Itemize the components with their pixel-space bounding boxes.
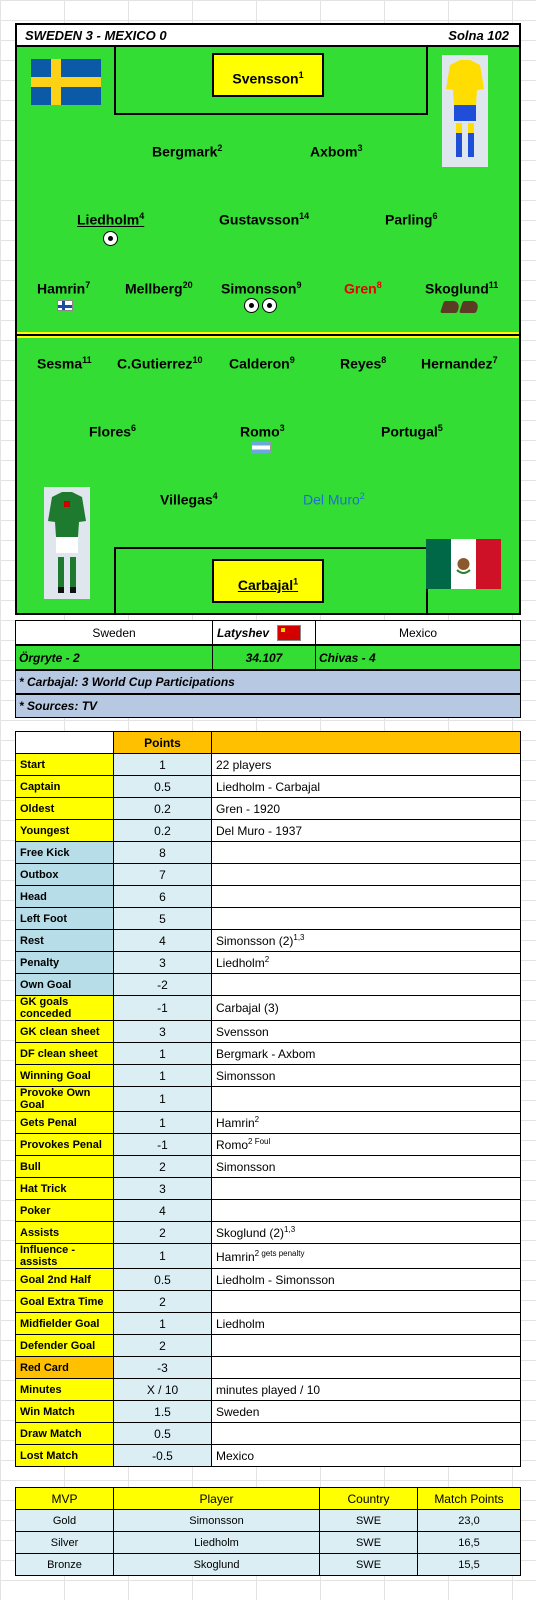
points-value: 2 [114, 1222, 212, 1244]
mvp-country: SWE [320, 1532, 418, 1554]
argentina-flag-icon [251, 441, 271, 454]
points-label: Free Kick [16, 842, 114, 864]
detail-text: Carbajal (3) [216, 1001, 279, 1015]
mvp-row [16, 1532, 521, 1554]
points-row [16, 1112, 521, 1134]
points-row [16, 1357, 521, 1379]
mexico-kit-icon [44, 487, 90, 599]
points-row [16, 1200, 521, 1222]
points-detail [212, 864, 521, 886]
header-blank [212, 732, 521, 754]
points-row [16, 1043, 521, 1065]
mexico-forward [117, 355, 202, 372]
player-name: Flores [89, 423, 132, 440]
mexico-forward [340, 355, 386, 372]
points-value: -3 [114, 1357, 212, 1379]
mvp-row [16, 1510, 521, 1532]
player-name: Portugal [381, 423, 438, 440]
detail-text: Hamrin [216, 1116, 255, 1130]
detail-text: Hamrin [216, 1249, 255, 1264]
sweden-forward-oldest [344, 280, 382, 297]
mexico-defender-youngest [303, 491, 365, 508]
player-name: Romo [240, 423, 280, 440]
player-name: Hamrin [37, 280, 86, 297]
points-value: 7 [114, 864, 212, 886]
points-value: 8 [114, 842, 212, 864]
points-label: Youngest [16, 820, 114, 842]
player-number: 11 [82, 355, 92, 365]
points-detail [212, 776, 521, 798]
points-value: 2 [114, 1156, 212, 1178]
points-row [16, 1445, 521, 1467]
points-value: 4 [114, 930, 212, 952]
points-detail [212, 996, 521, 1021]
mexico-flag-icon [426, 539, 501, 589]
teams-row [15, 620, 521, 645]
mexico-forward [421, 355, 498, 372]
points-detail [212, 1379, 521, 1401]
mvp-body [16, 1510, 521, 1576]
points-value: 3 [114, 1021, 212, 1043]
mvp-medal: Bronze [16, 1554, 114, 1576]
points-label: DF clean sheet [16, 1043, 114, 1065]
points-label: Gets Penal [16, 1112, 114, 1134]
match-header [17, 25, 519, 47]
mvp-medal: Gold [16, 1510, 114, 1532]
points-row [16, 1423, 521, 1445]
player-number: 1 [298, 70, 304, 80]
note-text: * Carbajal: 3 World Cup Participations [19, 675, 235, 689]
ball-icon [262, 298, 277, 313]
points-detail [212, 1156, 521, 1178]
points-label: Left Foot [16, 908, 114, 930]
player-name: Skoglund [425, 280, 489, 297]
mexico-midfielder [240, 423, 285, 440]
points-label: Oldest [16, 798, 114, 820]
points-detail [212, 1357, 521, 1379]
lineup-pitch [15, 23, 521, 615]
points-row [16, 864, 521, 886]
player-name: Bergmark [152, 143, 218, 160]
points-detail [212, 930, 521, 952]
sweden-defender [152, 143, 222, 160]
points-detail [212, 1134, 521, 1156]
detail-text: Liedholm - Simonsson [216, 1272, 335, 1287]
player-number: 3 [357, 143, 363, 153]
player-number: 4 [139, 211, 145, 221]
boot-icon [440, 301, 461, 313]
mvp-player: Skoglund [114, 1554, 320, 1576]
player-number: 10 [192, 355, 203, 365]
halfway-line [17, 332, 519, 338]
player-name: Sesma [37, 355, 83, 372]
points-detail [212, 1269, 521, 1291]
points-value: 3 [114, 952, 212, 974]
mvp-player: Liedholm [114, 1532, 320, 1554]
player-number: 6 [131, 423, 137, 433]
points-label: Winning Goal [16, 1065, 114, 1087]
points-row [16, 974, 521, 996]
sources-row [15, 694, 521, 718]
clubs-row [15, 645, 521, 670]
player-col-header: Player [114, 1488, 320, 1510]
penalty-won-icons [57, 298, 73, 312]
sweden-defender [310, 143, 362, 160]
mvp-medal: Silver [16, 1532, 114, 1554]
points-value: 1 [114, 1087, 212, 1112]
header-blank [16, 732, 114, 754]
attendance [213, 646, 316, 669]
points-detail [212, 1313, 521, 1335]
player-name: Hernandez [421, 355, 493, 372]
points-header-row [16, 732, 521, 754]
ball-icon [244, 298, 259, 313]
points-value: 2 [114, 1335, 212, 1357]
player-number: 5 [437, 423, 443, 433]
points-value: 1 [114, 1313, 212, 1335]
detail-text: Gren - 1920 [216, 801, 281, 816]
points-label: Captain [16, 776, 114, 798]
sweden-midfielder-captain [77, 211, 144, 228]
mvp-header-row [16, 1488, 521, 1510]
detail-text: Bergmark - Axbom [216, 1046, 316, 1061]
detail-text: Simonsson (2) [216, 934, 294, 948]
home-team-label: Sweden [92, 625, 136, 640]
goal-icons [103, 231, 118, 246]
points-row [16, 952, 521, 974]
detail-superscript: 2 Foul [248, 1137, 271, 1146]
points-label: Lost Match [16, 1445, 114, 1467]
mvp-match-points: 23,0 [418, 1510, 521, 1532]
points-row [16, 1065, 521, 1087]
player-number: 2 [217, 143, 223, 153]
mexico-forward [37, 355, 92, 372]
points-value: 5 [114, 908, 212, 930]
points-label: Start [16, 754, 114, 776]
points-value: 0.5 [114, 776, 212, 798]
player-number: 11 [488, 280, 499, 290]
points-value: 1 [114, 1112, 212, 1134]
points-row [16, 820, 521, 842]
points-body [16, 754, 521, 1467]
sweden-kit-icon [442, 55, 488, 167]
points-detail [212, 1021, 521, 1043]
home-team [16, 621, 213, 644]
points-value: -2 [114, 974, 212, 996]
mvp-match-points: 15,5 [418, 1554, 521, 1576]
points-detail [212, 1087, 521, 1112]
player-number: 6 [432, 211, 438, 221]
points-value: 0.5 [114, 1423, 212, 1445]
points-value: 1 [114, 1065, 212, 1087]
points-label: Outbox [16, 864, 114, 886]
points-detail [212, 1222, 521, 1244]
points-detail [212, 908, 521, 930]
mvp-row [16, 1554, 521, 1576]
assist-icons [442, 299, 480, 313]
points-value: 0.2 [114, 820, 212, 842]
match-venue: Solna 102 [448, 28, 509, 43]
points-label: GK clean sheet [16, 1021, 114, 1043]
points-detail [212, 1043, 521, 1065]
points-label: Bull [16, 1156, 114, 1178]
points-value: 1 [114, 1043, 212, 1065]
points-row [16, 1021, 521, 1043]
points-label: Own Goal [16, 974, 114, 996]
detail-text: Del Muro - 1937 [216, 823, 303, 838]
country-col-header: Country [320, 1488, 418, 1510]
points-row [16, 798, 521, 820]
points-row [16, 908, 521, 930]
points-label: Goal 2nd Half [16, 1269, 114, 1291]
player-number: 9 [296, 280, 302, 290]
mexico-defender [160, 491, 218, 508]
points-row [16, 1401, 521, 1423]
points-detail [212, 952, 521, 974]
points-row [16, 1313, 521, 1335]
points-row [16, 1269, 521, 1291]
mexico-goalkeeper [212, 559, 324, 603]
points-detail [212, 1291, 521, 1313]
mexico-midfielder [89, 423, 136, 440]
goal-icons [244, 298, 277, 313]
points-detail [212, 886, 521, 908]
points-detail [212, 1335, 521, 1357]
referee [213, 621, 316, 644]
player-name: Calderon [229, 355, 290, 372]
points-value: 4 [114, 1200, 212, 1222]
detail-text: Romo [216, 1138, 249, 1152]
points-row [16, 886, 521, 908]
points-label: Provoke Own Goal [16, 1087, 114, 1112]
mvp-table [15, 1487, 521, 1576]
points-row [16, 1087, 521, 1112]
detail-superscript: 1,3 [293, 933, 305, 942]
player-number: 9 [289, 355, 295, 365]
detail-text: Liedholm [216, 1316, 265, 1331]
detail-text: Simonsson [216, 1068, 276, 1083]
sweden-flag-icon [31, 59, 101, 105]
player-number: 20 [182, 280, 193, 290]
points-row [16, 842, 521, 864]
finland-flag-icon [57, 300, 73, 311]
detail-text: Svensson [216, 1024, 269, 1039]
player-number: 7 [85, 280, 91, 290]
points-label: Provokes Penal [16, 1134, 114, 1156]
points-value: 1 [114, 754, 212, 776]
points-value: 0.5 [114, 1269, 212, 1291]
home-club [16, 646, 213, 669]
points-label: Rest [16, 930, 114, 952]
referee-name: Latyshev [217, 625, 270, 640]
mvp-player: Simonsson [114, 1510, 320, 1532]
mvp-match-points: 16,5 [418, 1532, 521, 1554]
points-value: 2 [114, 1291, 212, 1313]
points-detail [212, 754, 521, 776]
player-name: Gustavsson [219, 211, 300, 228]
player-number: 7 [492, 355, 498, 365]
points-detail [212, 1401, 521, 1423]
mexico-midfielder [381, 423, 443, 440]
boot-icon [459, 301, 480, 313]
points-row [16, 930, 521, 952]
points-detail [212, 798, 521, 820]
points-row [16, 1335, 521, 1357]
points-header: Points [114, 732, 212, 754]
sweden-forward [221, 280, 301, 297]
sweden-forward [425, 280, 498, 297]
points-detail [212, 820, 521, 842]
player-number: 8 [381, 355, 387, 365]
away-club-label: Chivas - 4 [319, 650, 376, 665]
points-detail [212, 1178, 521, 1200]
points-row [16, 1291, 521, 1313]
points-label: Poker [16, 1200, 114, 1222]
points-label: Draw Match [16, 1423, 114, 1445]
points-label: Defender Goal [16, 1335, 114, 1357]
points-table [15, 731, 521, 1467]
points-value: 6 [114, 886, 212, 908]
detail-text: Skoglund (2) [216, 1226, 285, 1240]
player-name: Carbajal [237, 576, 294, 593]
points-value: 1 [114, 1244, 212, 1269]
points-row [16, 1222, 521, 1244]
player-name: Gren [344, 280, 377, 297]
player-name: Simonsson [221, 280, 297, 297]
away-team-label: Mexico [398, 625, 437, 640]
points-detail [212, 1112, 521, 1134]
player-name: Villegas [160, 491, 213, 508]
points-detail [212, 1244, 521, 1269]
detail-text: Liedholm - Carbajal [216, 779, 321, 794]
player-name: Axbom [310, 143, 358, 160]
points-value: -1 [114, 996, 212, 1021]
match-points-col-header: Match Points [418, 1488, 521, 1510]
points-row [16, 1244, 521, 1269]
points-value: X / 10 [114, 1379, 212, 1401]
mexico-forward [229, 355, 295, 372]
match-score: SWEDEN 3 - MEXICO 0 [25, 28, 167, 43]
away-team [316, 621, 520, 644]
points-row [16, 1178, 521, 1200]
detail-text: 22 players [216, 757, 272, 772]
points-detail [212, 974, 521, 996]
points-row [16, 1379, 521, 1401]
points-value: -0.5 [114, 1445, 212, 1467]
points-label: Midfielder Goal [16, 1313, 114, 1335]
mvp-country: SWE [320, 1554, 418, 1576]
player-number: 14 [299, 211, 310, 221]
points-detail [212, 1445, 521, 1467]
points-label: Goal Extra Time [16, 1291, 114, 1313]
points-label: Hat Trick [16, 1178, 114, 1200]
player-name: Liedholm [77, 211, 140, 228]
points-row [16, 1134, 521, 1156]
points-label: GK goals conceded [16, 996, 114, 1021]
player-number: 8 [376, 280, 382, 290]
detail-text: Sweden [216, 1404, 260, 1419]
points-value: 1.5 [114, 1401, 212, 1423]
penalty-conceded-icons [251, 441, 271, 457]
away-club [316, 646, 520, 669]
points-label: Red Card [16, 1357, 114, 1379]
ball-icon [103, 231, 118, 246]
points-label: Influence - assists [16, 1244, 114, 1269]
ussr-flag-icon [277, 625, 301, 641]
player-name: Svensson [232, 70, 299, 87]
sources-text: * Sources: TV [19, 699, 98, 713]
player-name: Parling [385, 211, 433, 228]
points-row [16, 754, 521, 776]
sweden-midfielder [385, 211, 437, 228]
attendance-value: 34.107 [245, 650, 283, 665]
player-number: 2 [359, 491, 365, 501]
detail-superscript: 1,3 [284, 1225, 296, 1234]
points-label: Penalty [16, 952, 114, 974]
player-name: Reyes [340, 355, 382, 372]
sweden-midfielder [219, 211, 309, 228]
points-label: Assists [16, 1222, 114, 1244]
points-value: 0.2 [114, 798, 212, 820]
detail-text: Simonsson [216, 1159, 276, 1174]
sweden-forward [37, 280, 90, 297]
detail-superscript: 2 gets penalty [254, 1248, 305, 1258]
points-detail [212, 1423, 521, 1445]
sweden-forward [125, 280, 193, 297]
mvp-country: SWE [320, 1510, 418, 1532]
home-club-label: Örgryte - 2 [19, 650, 80, 665]
player-number: 4 [212, 491, 218, 501]
points-detail [212, 842, 521, 864]
note-row [15, 670, 521, 694]
player-name: C.Gutierrez [117, 355, 193, 372]
detail-text: Liedholm [216, 956, 265, 970]
points-row [16, 996, 521, 1021]
mvp-col-header: MVP [16, 1488, 114, 1510]
points-label: Head [16, 886, 114, 908]
detail-superscript: 2 [264, 955, 270, 964]
detail-text: minutes played / 10 [216, 1382, 321, 1397]
points-detail [212, 1200, 521, 1222]
points-row [16, 776, 521, 798]
player-number: 3 [279, 423, 285, 433]
points-row [16, 1156, 521, 1178]
points-value: -1 [114, 1134, 212, 1156]
sweden-goalkeeper [212, 53, 324, 97]
points-value: 3 [114, 1178, 212, 1200]
points-detail [212, 1065, 521, 1087]
player-name: Del Muro [303, 491, 360, 508]
points-label: Minutes [16, 1379, 114, 1401]
player-number: 1 [293, 576, 299, 586]
detail-text: Mexico [216, 1448, 255, 1463]
detail-superscript: 2 [254, 1115, 260, 1124]
points-label: Win Match [16, 1401, 114, 1423]
player-name: Mellberg [125, 280, 183, 297]
